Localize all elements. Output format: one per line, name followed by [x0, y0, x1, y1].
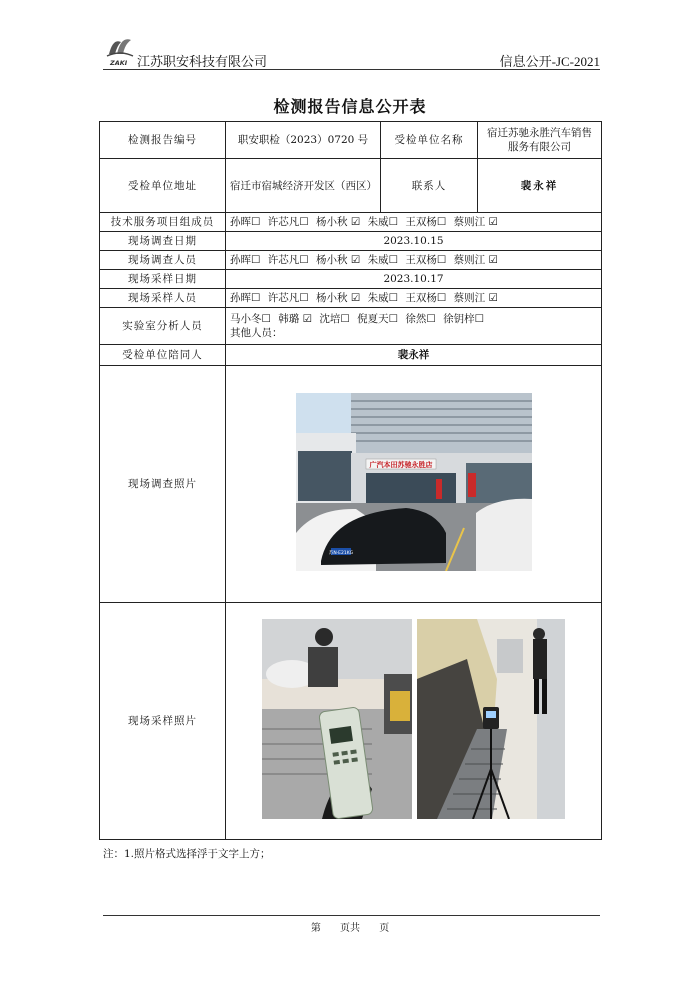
- table-row: [100, 366, 602, 603]
- page-of-label: 页共: [340, 923, 360, 934]
- member-checkbox: 孙晖☐: [230, 292, 261, 304]
- company-logo-icon: [103, 32, 137, 68]
- member-checkbox: 王双杨☐: [405, 216, 447, 228]
- page-title: 检测报告信息公开表: [273, 97, 427, 116]
- sample-staff: [226, 289, 602, 308]
- member-checkbox: 蔡则江 ☑: [453, 292, 498, 304]
- logo-text: ZAKI: [110, 59, 128, 67]
- company-name: 江苏职安科技有限公司: [137, 55, 268, 70]
- survey-staff: [226, 251, 602, 270]
- survey-date-label: 现场调查日期: [100, 232, 226, 251]
- member-checkbox: 马小冬☐: [230, 313, 271, 325]
- sample-photo-label: 现场采样照片: [100, 603, 226, 840]
- escort-label: 受检单位陪同人: [100, 345, 226, 366]
- member-checkbox: 倪夏天☐: [357, 313, 399, 325]
- member-checkbox: 蔡则江 ☑: [453, 254, 498, 266]
- survey-photo-label: 现场调查照片: [100, 366, 226, 603]
- escort-value: 裴永祥: [226, 345, 602, 366]
- pages-label: 页: [379, 923, 390, 934]
- contact-label: 联系人: [381, 159, 478, 213]
- table-row: [100, 289, 602, 308]
- member-checkbox: 徐然☐: [405, 313, 436, 325]
- member-checkbox: 王双杨☐: [405, 292, 447, 304]
- header-divider: [103, 69, 600, 70]
- member-checkbox: 孙晖☐: [230, 254, 261, 266]
- member-checkbox: 朱威☐: [367, 292, 399, 304]
- note-text: 注：1.照片格式选择浮于文字上方；: [103, 848, 271, 860]
- member-checkbox: 蔡则江 ☑: [453, 216, 498, 228]
- table-row: [100, 603, 602, 840]
- table-row: [100, 232, 602, 251]
- address-label: 受检单位地址: [100, 159, 226, 213]
- client-name-value: 宿迁苏驰永胜汽车销售服务有限公司: [478, 122, 602, 159]
- table-row: [100, 122, 602, 159]
- member-checkbox: 韩璐 ☑: [278, 313, 313, 325]
- member-checkbox: 孙晖☐: [230, 216, 261, 228]
- survey-photo-cell: [226, 366, 602, 603]
- client-name-label: 受检单位名称: [381, 122, 478, 159]
- member-checkbox: 王双杨☐: [405, 254, 447, 266]
- store-sign-text: 广汽本田苏驰永胜店: [369, 461, 432, 469]
- contact-value: 裴永祥: [478, 159, 602, 213]
- sample-date-value: 2023.10.17: [226, 270, 602, 289]
- member-checkbox: 许芯凡☐: [267, 216, 309, 228]
- lab-other-staff: 其他人员：: [230, 327, 283, 339]
- sample-date-label: 现场采样日期: [100, 270, 226, 289]
- sample-staff-label: 现场采样人员: [100, 289, 226, 308]
- team-label: 技术服务项目组成员: [100, 213, 226, 232]
- table-row: [100, 270, 602, 289]
- sample-photo-left: [262, 619, 412, 819]
- address-value: 宿迁市宿城经济开发区（西区）: [226, 159, 381, 213]
- member-checkbox: 朱威☐: [367, 254, 399, 266]
- table-row: [100, 308, 602, 345]
- info-table: [99, 121, 602, 840]
- member-checkbox: 朱威☐: [367, 216, 399, 228]
- member-checkbox: 沈培☐: [319, 313, 350, 325]
- member-checkbox: 许芯凡☐: [267, 254, 309, 266]
- member-checkbox: 徐钥梓☐: [443, 313, 485, 325]
- survey-photo: [296, 393, 532, 571]
- lab-label: 实验室分析人员: [100, 308, 226, 345]
- lab-staff: [226, 308, 602, 345]
- report-no-label: 检测报告编号: [100, 122, 226, 159]
- team-members: [226, 213, 602, 232]
- license-plate-text: 苏N·E21KG: [328, 551, 353, 556]
- member-checkbox: 杨小秋 ☑: [316, 216, 361, 228]
- member-checkbox: 杨小秋 ☑: [316, 254, 361, 266]
- document-code: 信息公开-JC-2021: [499, 54, 600, 69]
- sample-photo-cell: [226, 603, 602, 840]
- page-label: 第: [310, 923, 321, 934]
- page-header: [103, 32, 600, 72]
- table-row: [100, 345, 602, 366]
- member-checkbox: 许芯凡☐: [267, 292, 309, 304]
- survey-date-value: 2023.10.15: [226, 232, 602, 251]
- table-row: [100, 251, 602, 270]
- sample-photo-right: [417, 619, 565, 819]
- member-checkbox: 杨小秋 ☑: [316, 292, 361, 304]
- table-row: [100, 213, 602, 232]
- footer-divider: [103, 915, 600, 916]
- table-row: [100, 159, 602, 213]
- survey-staff-label: 现场调查人员: [100, 251, 226, 270]
- page-footer: [0, 919, 700, 934]
- report-no-value: 职安职检（2023）0720 号: [226, 122, 381, 159]
